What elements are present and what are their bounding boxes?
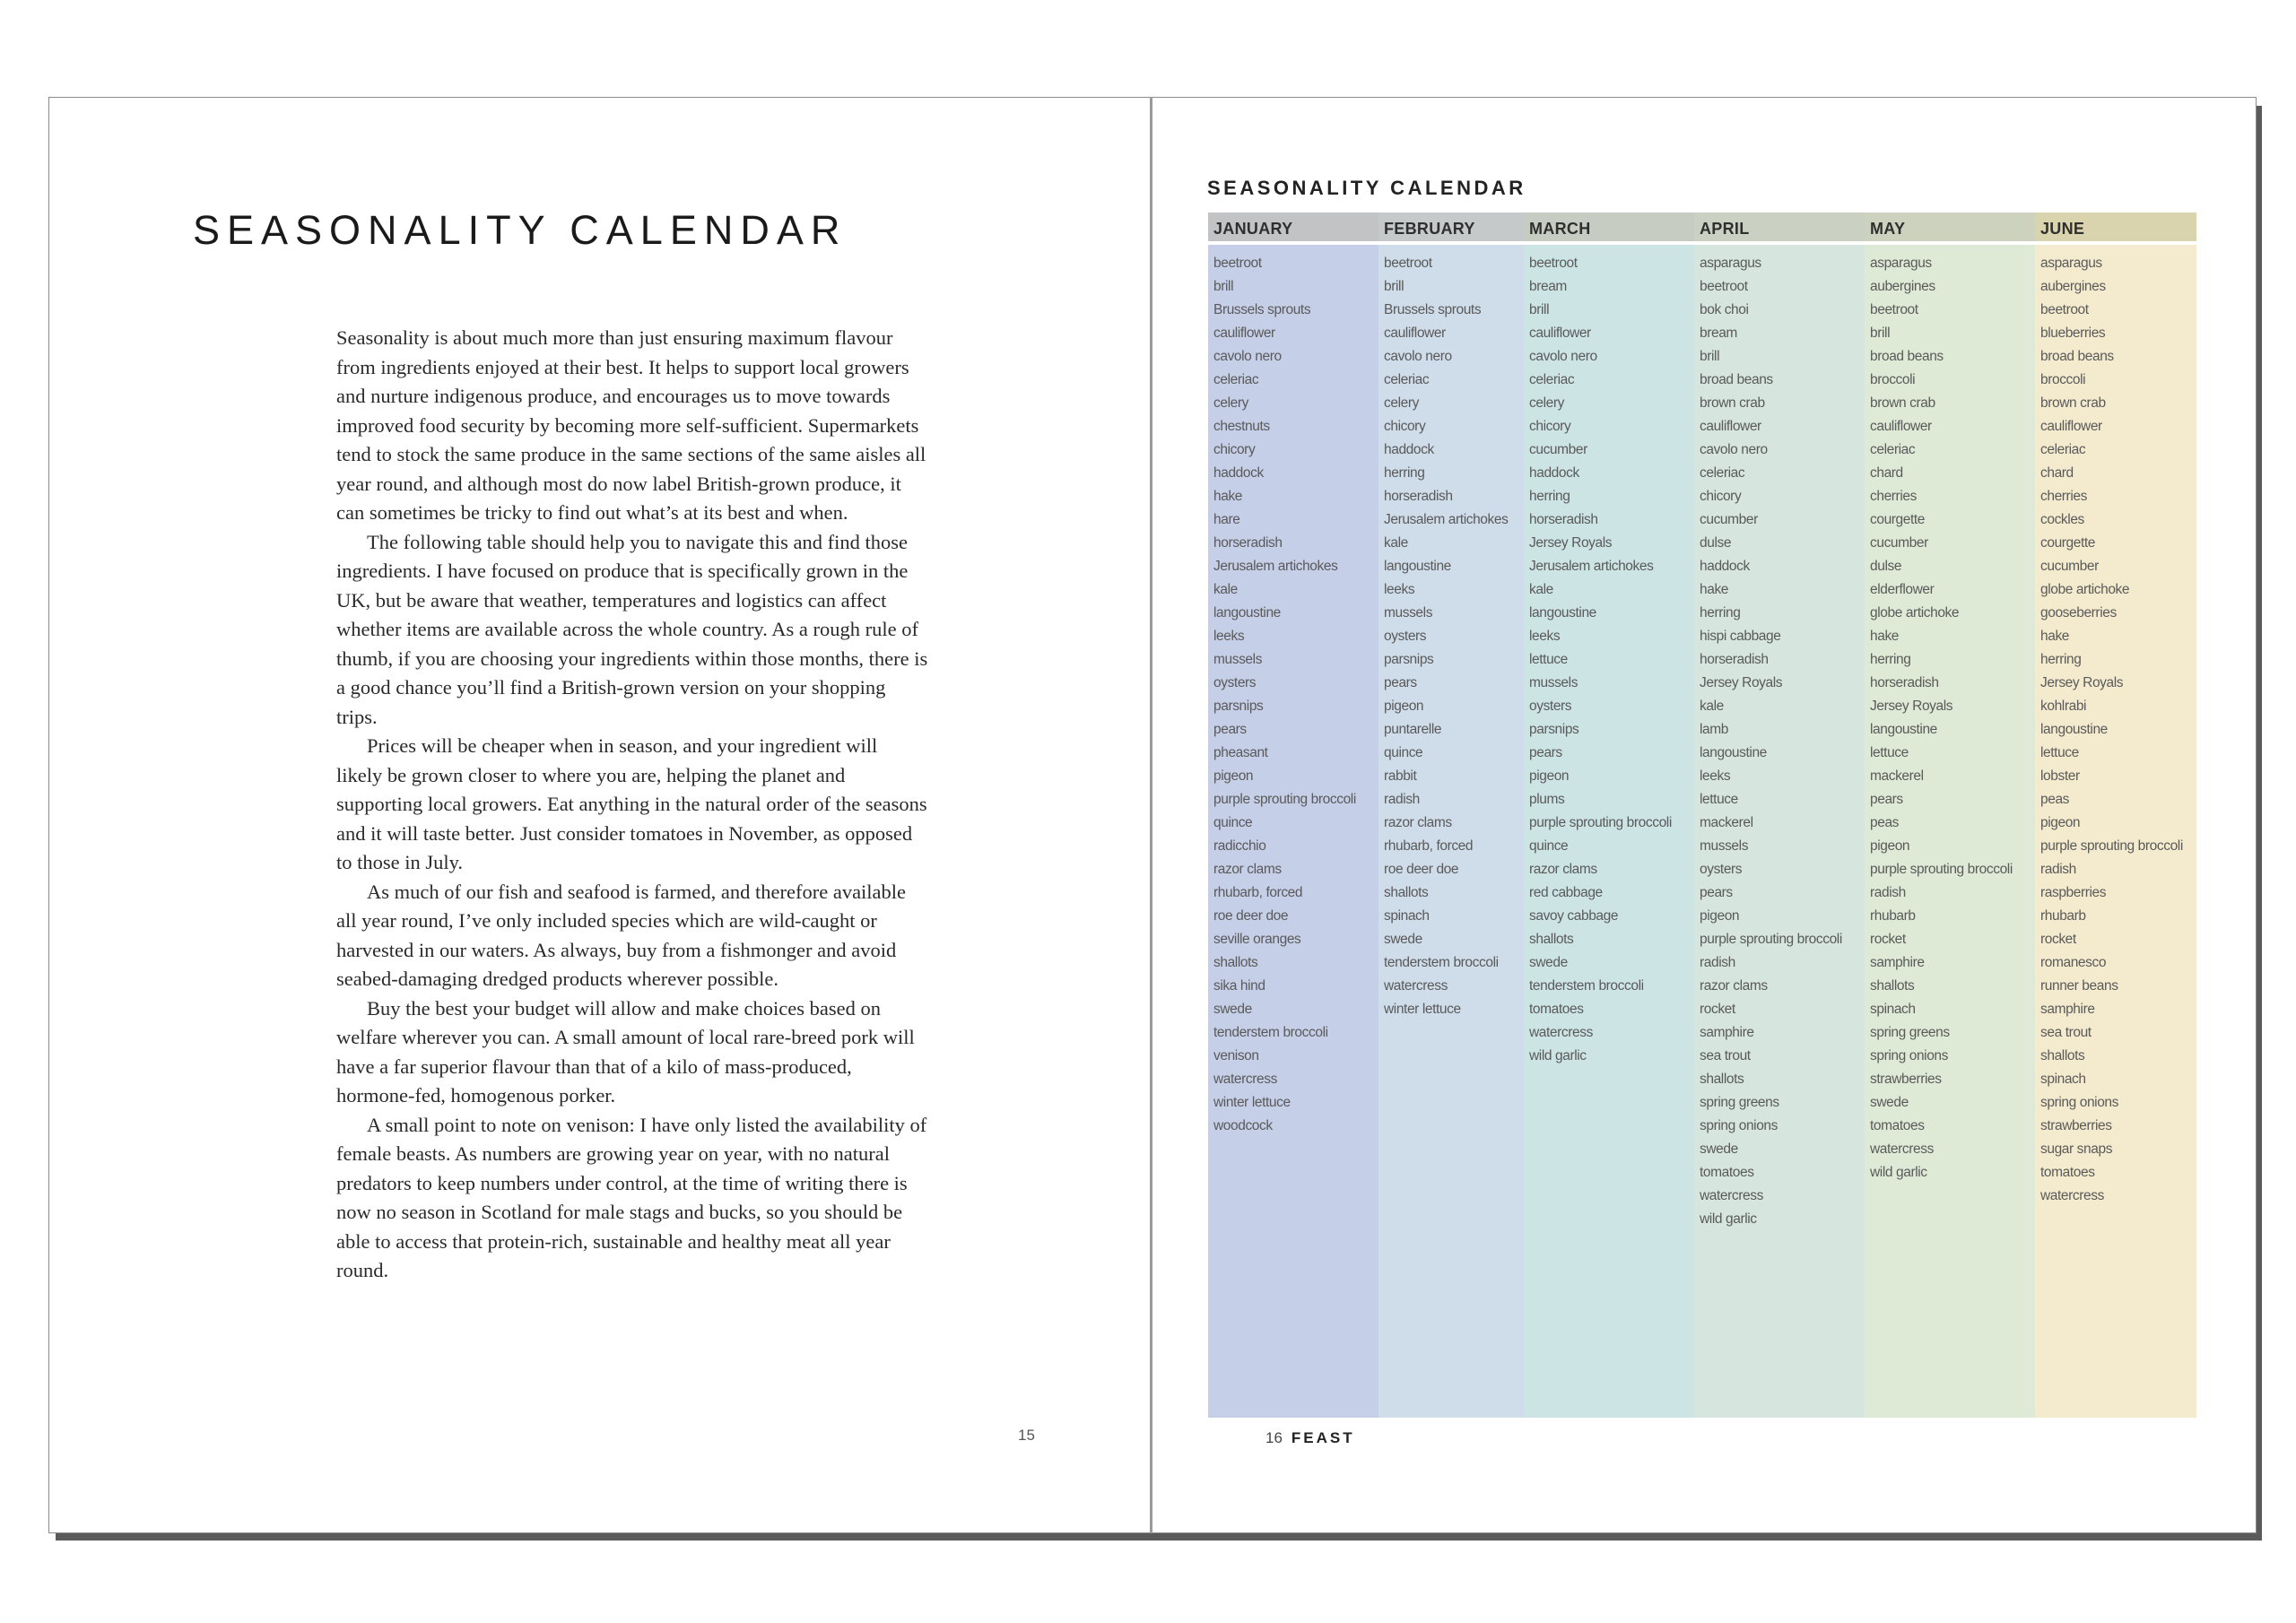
produce-item: pigeon [1384, 699, 1424, 714]
book-gutter [1150, 97, 1152, 1533]
produce-item: strawberries [1870, 1072, 1942, 1087]
produce-item: winter lettuce [1213, 1095, 1291, 1110]
produce-item: beetroot [2040, 302, 2089, 317]
produce-item: swede [1213, 1002, 1252, 1017]
produce-item: brill [1384, 279, 1405, 294]
produce-item: wild garlic [1870, 1165, 1927, 1180]
produce-item: brill [1700, 349, 1720, 364]
produce-item: radicchio [1213, 838, 1266, 854]
produce-item: pears [1213, 722, 1247, 737]
produce-item: Jersey Royals [2040, 675, 2124, 690]
produce-item: cherries [1870, 489, 1917, 504]
produce-item: chicory [1529, 419, 1571, 434]
produce-item: watercress [1870, 1141, 1934, 1157]
produce-item: langoustine [1700, 745, 1767, 760]
produce-item: Jersey Royals [1870, 699, 1953, 714]
produce-item: chicory [1213, 442, 1256, 457]
produce-item: watercress [1700, 1188, 1763, 1203]
produce-item: quince [1529, 838, 1569, 854]
produce-item: broad beans [1700, 372, 1773, 387]
produce-item: spinach [2040, 1072, 2086, 1087]
produce-item: spring onions [2040, 1095, 2118, 1110]
produce-item: horseradish [1870, 675, 1939, 690]
produce-item: horseradish [1700, 652, 1769, 667]
produce-item: watercress [1384, 978, 1448, 994]
produce-item: spinach [1870, 1002, 1916, 1017]
produce-item: swede [1529, 955, 1568, 970]
produce-item: elderflower [1870, 582, 1935, 597]
produce-item: globe artichoke [2040, 582, 2130, 597]
produce-item: dulse [1700, 535, 1732, 551]
produce-item: swede [1870, 1095, 1909, 1110]
page-number: 15 [1018, 1427, 1035, 1444]
produce-item: chicory [1700, 489, 1742, 504]
produce-item: kale [1384, 535, 1408, 551]
produce-item: rocket [2040, 932, 2076, 947]
produce-item: celeriac [1384, 372, 1430, 387]
produce-item: quince [1384, 745, 1423, 760]
produce-item: shallots [1384, 885, 1429, 900]
produce-item: aubergines [1870, 279, 1935, 294]
produce-item: spring onions [1700, 1118, 1778, 1133]
produce-item: pigeon [1529, 768, 1570, 784]
left-page [48, 97, 1152, 1533]
produce-item: runner beans [2040, 978, 2118, 994]
produce-item: celery [1529, 395, 1564, 411]
month-column-april [1694, 213, 1865, 1418]
produce-item: wild garlic [1700, 1211, 1757, 1227]
produce-item: pears [1700, 885, 1733, 900]
produce-item: tomatoes [1529, 1002, 1584, 1017]
produce-item: lamb [1700, 722, 1728, 737]
produce-item: pigeon [1870, 838, 1910, 854]
produce-item: cavolo nero [1384, 349, 1452, 364]
produce-item: raspberries [2040, 885, 2107, 900]
produce-item: rhubarb [2040, 908, 2086, 924]
produce-item: radish [1870, 885, 1906, 900]
month-header: JUNE [2035, 213, 2196, 245]
produce-item: bok choi [1700, 302, 1749, 317]
produce-item: leeks [1529, 629, 1561, 644]
produce-item: cavolo nero [1529, 349, 1597, 364]
produce-item: kohlrabi [2040, 699, 2087, 714]
produce-item: herring [2040, 652, 2082, 667]
paragraph: As much of our fish and seafood is farmed, and therefore available all year round, I’ve only included species which are wild-caught or harvested in our waters. As always, buy from a fishmonger and avoid seabed-damaging dredged products wherever possible. [336, 880, 907, 990]
produce-item: brill [1213, 279, 1234, 294]
produce-item: asparagus [2040, 256, 2102, 271]
produce-item: spring greens [1700, 1095, 1779, 1110]
produce-item: asparagus [1700, 256, 1761, 271]
month-column-february [1378, 213, 1524, 1418]
produce-item: Brussels sprouts [1213, 302, 1311, 317]
produce-list [2035, 245, 2196, 1208]
produce-item: herring [1529, 489, 1570, 504]
produce-item: cauliflower [1870, 419, 1932, 434]
produce-item: shallots [1213, 955, 1258, 970]
month-column-march [1524, 213, 1694, 1418]
produce-item: rocket [1700, 1002, 1735, 1017]
produce-item: samphire [1700, 1025, 1754, 1040]
paragraph: Seasonality is about much more than just ensuring maximum flavour from ingredients enjoyed at their best. It helps to support local growers and nurture indigenous produce, and encourages us to move towards improved food security by becoming more self-sufficient. Supermarkets tend to stock the same produce in the same sections of the same aisles all year round, and although most do now label British-grown produce, it can sometimes be tricky to find out what’s at its best and when. [336, 326, 926, 524]
paragraph: A small point to note on venison: I have only listed the availability of female beasts. As numbers are growing year on year, with no natural predators to keep numbers under control, at the time of writing there is now no season in Scotland for male stags and bucks, so you should be able to access that protein-rich, sustainable and healthy meat all year round. [336, 1113, 927, 1281]
produce-item: purple sprouting broccoli [2040, 838, 2183, 854]
produce-item: radish [1700, 955, 1735, 970]
produce-item: woodcock [1213, 1118, 1273, 1133]
produce-item: brill [1870, 325, 1891, 341]
produce-item: tomatoes [1870, 1118, 1925, 1133]
produce-item: watercress [2040, 1188, 2104, 1203]
produce-item: spring greens [1870, 1025, 1950, 1040]
produce-item: hake [1213, 489, 1243, 504]
produce-item: pigeon [1700, 908, 1740, 924]
produce-item: cucumber [1700, 512, 1758, 527]
produce-item: leeks [1384, 582, 1415, 597]
produce-item: cucumber [1870, 535, 1928, 551]
produce-item: oysters [1529, 699, 1572, 714]
month-header: FEBRUARY [1378, 213, 1524, 245]
month-header: MARCH [1524, 213, 1694, 245]
produce-item: red cabbage [1529, 885, 1603, 900]
paragraph: Prices will be cheaper when in season, and your ingredient will likely be grown closer to where you are, helping the planet and supporting local growers. Eat anything in the natural order of the seasons and it will taste better. Just consider tomatoes in November, as opposed to those in July. [336, 734, 927, 873]
produce-item: pigeon [2040, 815, 2081, 830]
produce-item: broccoli [2040, 372, 2086, 387]
produce-item: radish [1384, 792, 1420, 807]
produce-item: hispi cabbage [1700, 629, 1781, 644]
produce-item: shallots [1700, 1072, 1744, 1087]
produce-item: pigeon [1213, 768, 1254, 784]
produce-item: lettuce [2040, 745, 2079, 760]
produce-item: radish [2040, 862, 2076, 877]
produce-item: beetroot [1700, 279, 1748, 294]
produce-item: samphire [2040, 1002, 2095, 1017]
produce-item: shallots [1529, 932, 1574, 947]
produce-item: sea trout [2040, 1025, 2092, 1040]
produce-list [1865, 245, 2035, 1185]
produce-item: beetroot [1529, 256, 1578, 271]
produce-item: broad beans [1870, 349, 1944, 364]
produce-item: romanesco [2040, 955, 2107, 970]
produce-item: cauliflower [2040, 419, 2102, 434]
produce-item: celery [1384, 395, 1419, 411]
produce-item: horseradish [1384, 489, 1453, 504]
page-footer [1265, 1429, 1355, 1447]
produce-list [1208, 245, 1378, 1138]
produce-item: lettuce [1529, 652, 1568, 667]
produce-item: strawberries [2040, 1118, 2112, 1133]
book-brand: FEAST [1291, 1429, 1355, 1446]
produce-item: sea trout [1700, 1048, 1751, 1063]
produce-item: mussels [1529, 675, 1578, 690]
produce-list [1524, 245, 1694, 1068]
produce-item: cockles [2040, 512, 2084, 527]
produce-item: pheasant [1213, 745, 1268, 760]
produce-item: leeks [1213, 629, 1245, 644]
produce-item: tomatoes [2040, 1165, 2095, 1180]
produce-item: globe artichoke [1870, 605, 1960, 621]
produce-item: razor clams [1529, 862, 1597, 877]
month-header: MAY [1865, 213, 2035, 245]
produce-item: haddock [1700, 559, 1750, 574]
produce-item: cauliflower [1384, 325, 1446, 341]
produce-item: shallots [1870, 978, 1915, 994]
produce-list [1378, 245, 1524, 1021]
produce-item: broccoli [1870, 372, 1916, 387]
produce-item: horseradish [1529, 512, 1598, 527]
produce-item: chicory [1384, 419, 1426, 434]
seasonality-table [1208, 213, 2196, 1418]
produce-item: blueberries [2040, 325, 2106, 341]
produce-item: swede [1700, 1141, 1738, 1157]
produce-item: seville oranges [1213, 932, 1301, 947]
produce-item: purple sprouting broccoli [1700, 932, 1842, 947]
produce-item: langoustine [1870, 722, 1937, 737]
produce-item: razor clams [1700, 978, 1768, 994]
produce-item: leeks [1700, 768, 1731, 784]
produce-item: cucumber [2040, 559, 2099, 574]
produce-item: razor clams [1384, 815, 1452, 830]
produce-item: pears [1870, 792, 1903, 807]
produce-item: tenderstem broccoli [1529, 978, 1644, 994]
body-text [336, 324, 928, 1286]
produce-item: parsnips [1384, 652, 1434, 667]
produce-item: sika hind [1213, 978, 1265, 994]
produce-item: pears [1529, 745, 1562, 760]
produce-item: rabbit [1384, 768, 1417, 784]
calendar-title: SEASONALITY CALENDAR [1207, 177, 1526, 199]
produce-item: cauliflower [1213, 325, 1275, 341]
produce-item: Jersey Royals [1529, 535, 1613, 551]
produce-item: samphire [1870, 955, 1925, 970]
produce-item: haddock [1529, 465, 1579, 481]
produce-item: bream [1700, 325, 1737, 341]
produce-item: rhubarb [1870, 908, 1916, 924]
page-number: 16 [1265, 1429, 1283, 1446]
produce-item: Jersey Royals [1700, 675, 1783, 690]
produce-item: cavolo nero [1700, 442, 1768, 457]
produce-item: courgette [2040, 535, 2096, 551]
paragraph: The following table should help you to navigate this and find those ingredients. I have focused on produce that is specifically grown in the UK, but be aware that weather, temperatures and logistics can affect whether items are available across the whole country. As a rough rule of thumb, if you are choosing your ingredients within those months, there is a good chance you’ll find a British-grown version on your shopping trips. [336, 530, 928, 728]
produce-item: parsnips [1213, 699, 1264, 714]
produce-item: rhubarb, forced [1213, 885, 1303, 900]
produce-item: herring [1700, 605, 1741, 621]
produce-item: brill [1529, 302, 1550, 317]
produce-item: cauliflower [1529, 325, 1591, 341]
produce-item: Jerusalem artichokes [1529, 559, 1654, 574]
produce-item: plums [1529, 792, 1565, 807]
paragraph: Buy the best your budget will allow and make choices based on welfare wherever you can. A small amount of local rare-breed pork will have a far superior flavour than that of a kilo of mass-produced, hormone-fed, homogenous porker. [336, 996, 915, 1107]
produce-item: lettuce [1870, 745, 1909, 760]
produce-item: herring [1384, 465, 1425, 481]
month-column-may [1865, 213, 2035, 1418]
produce-item: celeriac [2040, 442, 2086, 457]
produce-item: puntarelle [1384, 722, 1442, 737]
produce-item: Jerusalem artichokes [1384, 512, 1509, 527]
produce-item: peas [2040, 792, 2070, 807]
produce-item: cherries [2040, 489, 2087, 504]
produce-item: quince [1213, 815, 1253, 830]
produce-item: dulse [1870, 559, 1902, 574]
produce-item: roe deer doe [1213, 908, 1289, 924]
produce-item: oysters [1384, 629, 1427, 644]
produce-item: Brussels sprouts [1384, 302, 1482, 317]
produce-item: purple sprouting broccoli [1213, 792, 1356, 807]
produce-list [1694, 245, 1865, 1231]
produce-item: lobster [2040, 768, 2080, 784]
produce-item: purple sprouting broccoli [1870, 862, 2013, 877]
produce-item: tenderstem broccoli [1213, 1025, 1328, 1040]
produce-item: shallots [2040, 1048, 2085, 1063]
produce-item: tomatoes [1700, 1165, 1754, 1180]
month-header: JANUARY [1208, 213, 1378, 245]
produce-item: spinach [1384, 908, 1430, 924]
produce-item: courgette [1870, 512, 1926, 527]
produce-item: spring onions [1870, 1048, 1948, 1063]
produce-item: haddock [1213, 465, 1264, 481]
produce-item: aubergines [2040, 279, 2106, 294]
produce-item: haddock [1384, 442, 1434, 457]
produce-item: brown crab [1700, 395, 1765, 411]
produce-item: chard [2040, 465, 2074, 481]
produce-item: cauliflower [1700, 419, 1761, 434]
produce-item: langoustine [1529, 605, 1596, 621]
produce-item: sugar snaps [2040, 1141, 2113, 1157]
produce-item: hare [1213, 512, 1240, 527]
produce-item: asparagus [1870, 256, 1932, 271]
produce-item: gooseberries [2040, 605, 2117, 621]
month-column-june [2035, 213, 2196, 1418]
produce-item: rocket [1870, 932, 1906, 947]
produce-item: cucumber [1529, 442, 1587, 457]
produce-item: oysters [1700, 862, 1743, 877]
produce-item: celeriac [1700, 465, 1745, 481]
produce-item: savoy cabbage [1529, 908, 1619, 924]
produce-item: brown crab [2040, 395, 2106, 411]
produce-item: tenderstem broccoli [1384, 955, 1499, 970]
produce-item: parsnips [1529, 722, 1579, 737]
produce-item: celery [1213, 395, 1248, 411]
produce-item: mussels [1384, 605, 1433, 621]
produce-item: razor clams [1213, 862, 1282, 877]
produce-item: purple sprouting broccoli [1529, 815, 1672, 830]
produce-item: hake [2040, 629, 2070, 644]
produce-item: celeriac [1870, 442, 1916, 457]
produce-item: watercress [1529, 1025, 1593, 1040]
produce-item: beetroot [1213, 256, 1262, 271]
produce-item: mackerel [1870, 768, 1924, 784]
produce-item: horseradish [1213, 535, 1283, 551]
produce-item: lettuce [1700, 792, 1738, 807]
produce-item: venison [1213, 1048, 1259, 1063]
produce-item: oysters [1213, 675, 1257, 690]
right-page [1152, 97, 2257, 1533]
produce-item: peas [1870, 815, 1900, 830]
produce-item: chestnuts [1213, 419, 1270, 434]
produce-item: winter lettuce [1384, 1002, 1461, 1017]
produce-item: rhubarb, forced [1384, 838, 1474, 854]
produce-item: roe deer doe [1384, 862, 1459, 877]
produce-item: brown crab [1870, 395, 1935, 411]
produce-item: pears [1384, 675, 1417, 690]
produce-item: Jerusalem artichokes [1213, 559, 1338, 574]
produce-item: celeriac [1529, 372, 1575, 387]
produce-item: kale [1213, 582, 1238, 597]
produce-item: beetroot [1384, 256, 1432, 271]
produce-item: watercress [1213, 1072, 1277, 1087]
produce-item: mackerel [1700, 815, 1753, 830]
produce-item: langoustine [2040, 722, 2108, 737]
produce-item: langoustine [1384, 559, 1451, 574]
page-title: SEASONALITY CALENDAR [193, 207, 848, 253]
produce-item: broad beans [2040, 349, 2114, 364]
month-header: APRIL [1694, 213, 1865, 245]
produce-item: cavolo nero [1213, 349, 1282, 364]
produce-item: hake [1700, 582, 1729, 597]
produce-item: kale [1529, 582, 1553, 597]
produce-item: swede [1384, 932, 1422, 947]
produce-item: mussels [1700, 838, 1749, 854]
produce-item: herring [1870, 652, 1911, 667]
produce-item: hake [1870, 629, 1900, 644]
produce-item: beetroot [1870, 302, 1918, 317]
produce-item: chard [1870, 465, 1903, 481]
month-column-january [1208, 213, 1378, 1418]
produce-item: bream [1529, 279, 1567, 294]
produce-item: mussels [1213, 652, 1263, 667]
produce-item: wild garlic [1529, 1048, 1587, 1063]
produce-item: celeriac [1213, 372, 1259, 387]
produce-item: langoustine [1213, 605, 1281, 621]
produce-item: kale [1700, 699, 1724, 714]
